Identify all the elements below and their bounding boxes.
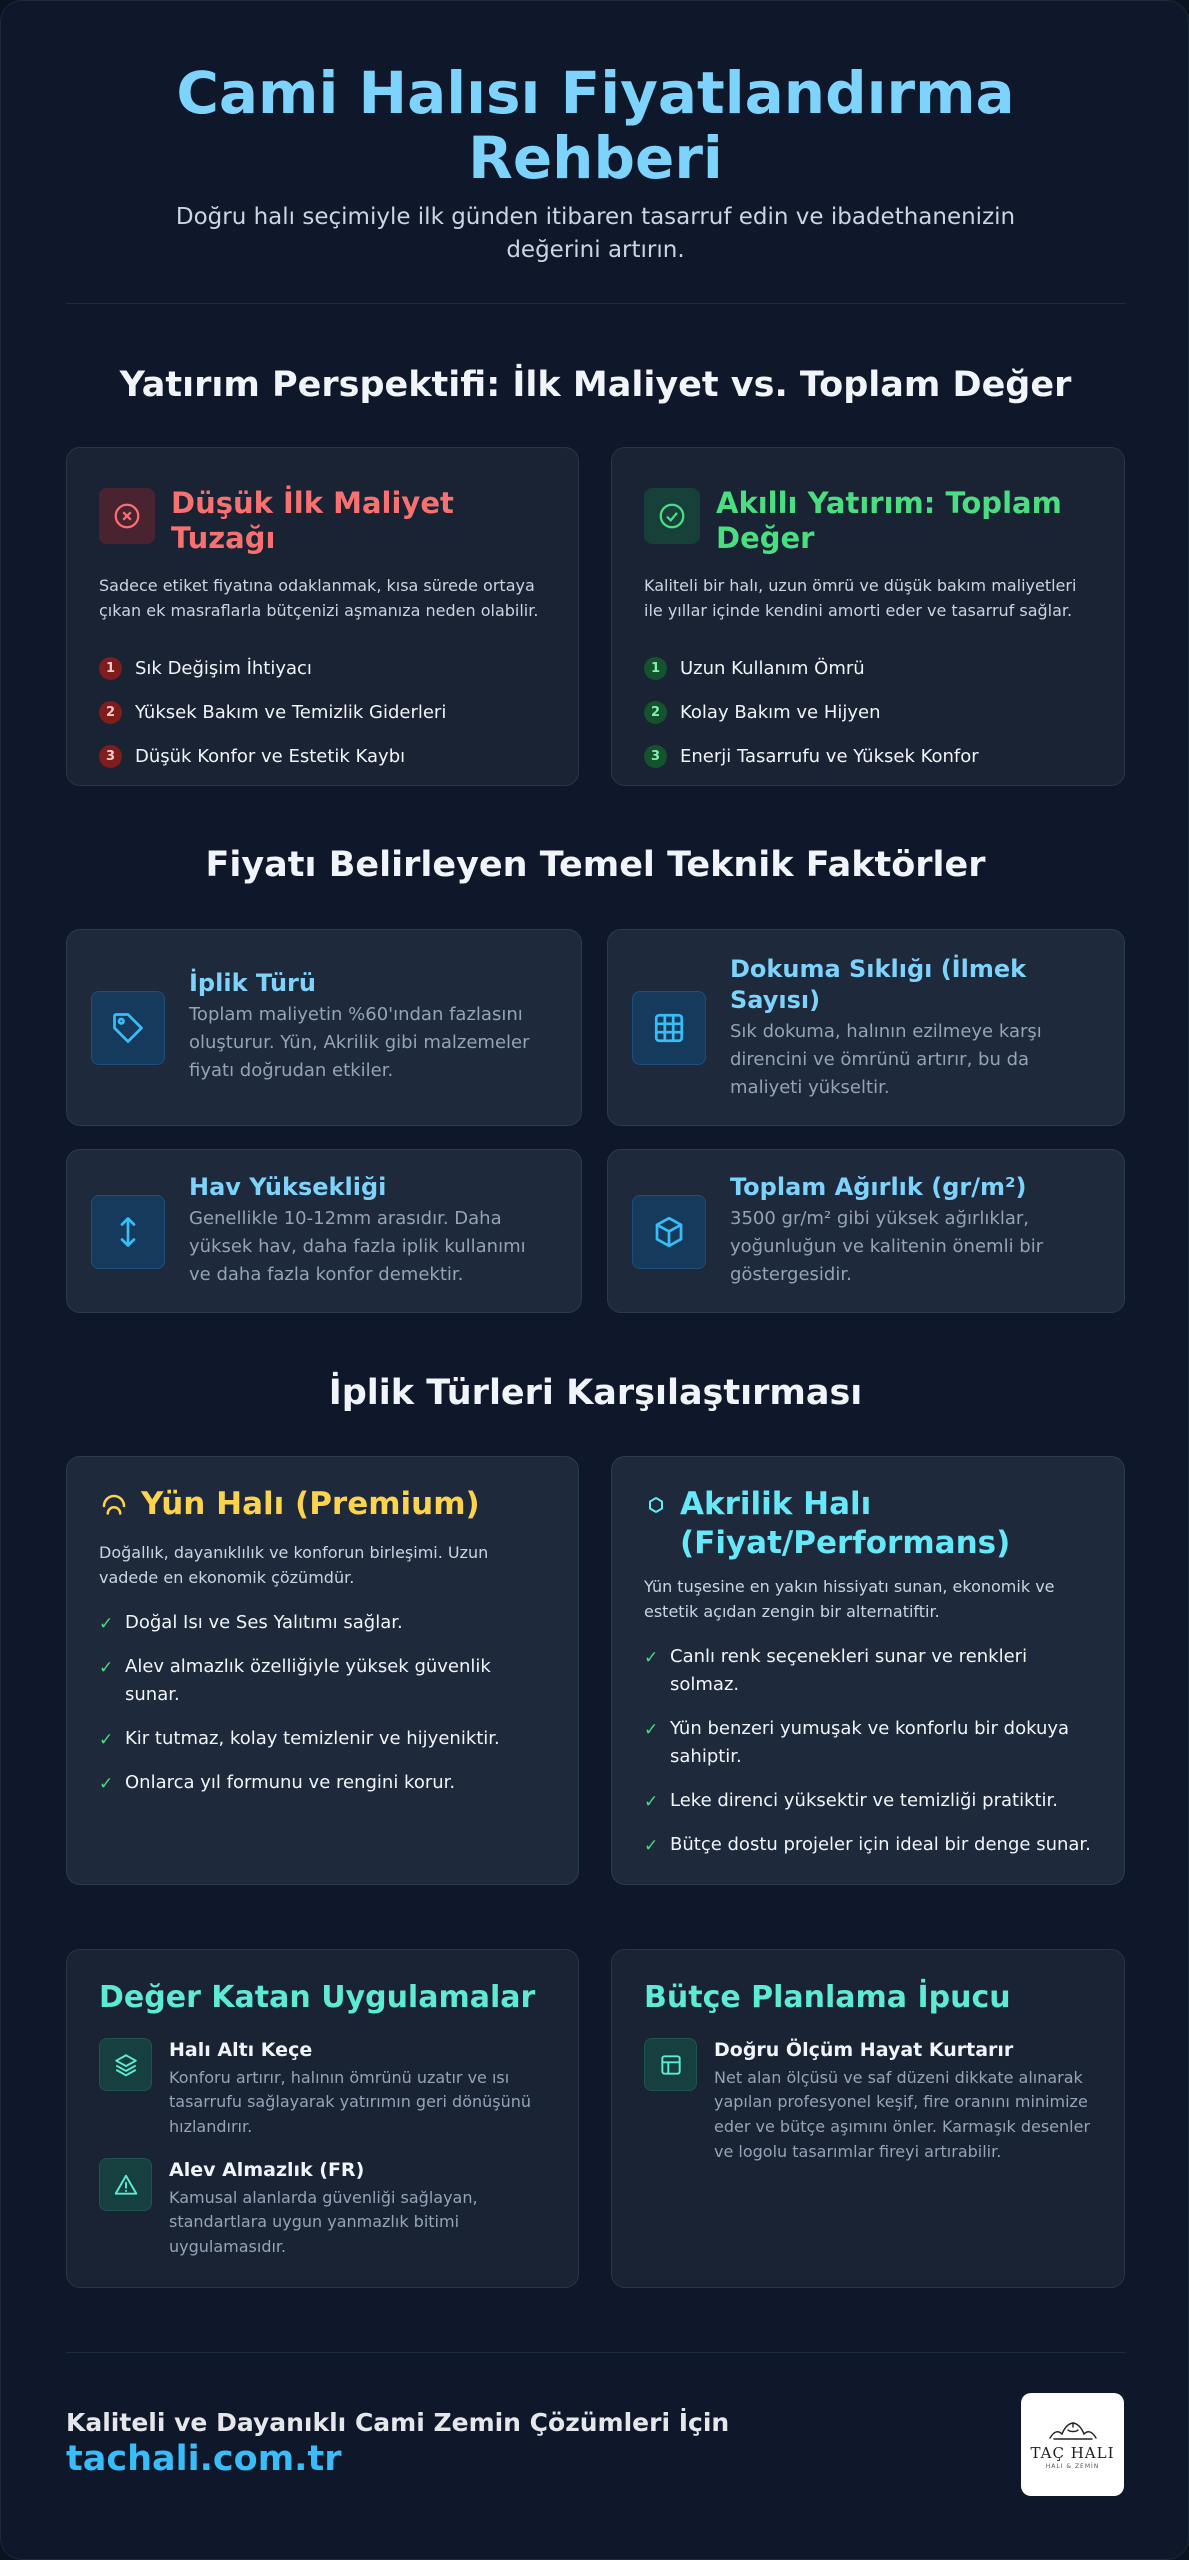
number-badge: 2	[99, 701, 122, 724]
value-add-item	[99, 2158, 550, 2260]
factor-title: Hav Yüksekliği	[189, 1173, 387, 1201]
grid-icon	[632, 991, 706, 1065]
list-item-text: Canlı renk seçenekleri sunar ve renkleri solmaz.	[670, 1646, 1028, 1695]
section-title-yarn: İplik Türleri Karşılaştırması	[328, 1373, 863, 1413]
list-item	[99, 734, 546, 778]
page-subtitle: Doğru halı seçimiyle ilk günden itibaren tasarruf edin ve ibadethanenizin değerini artırın.	[175, 204, 1016, 264]
low-cost-card	[66, 447, 579, 786]
list-item-text: Kolay Bakım ve Hijyen	[680, 701, 881, 723]
x-circle-icon	[99, 488, 155, 544]
vertical-arrows-icon	[91, 1195, 165, 1269]
factor-card-pile-height	[66, 1149, 582, 1313]
hexagon-icon	[644, 1493, 668, 1521]
list-item	[99, 1653, 546, 1709]
list-item	[99, 1769, 546, 1797]
layout-icon	[644, 2038, 697, 2091]
acrylic-feature-list	[644, 1643, 1092, 1875]
list-item	[644, 734, 1092, 778]
list-item	[644, 1715, 1092, 1771]
factor-title: Dokuma Sıklığı (İlmek Sayısı)	[730, 955, 1027, 1015]
list-item	[644, 1831, 1092, 1859]
check-icon: ✓	[644, 1719, 659, 1740]
wool-title: Yün Halı (Premium)	[141, 1486, 480, 1522]
list-item	[99, 1725, 546, 1753]
check-icon: ✓	[99, 1730, 114, 1751]
wool-icon	[99, 1491, 129, 1525]
crown-icon	[1044, 2420, 1102, 2442]
list-item-text: Bütçe dostu projeler için ideal bir denge sunar.	[670, 1833, 1091, 1855]
list-item	[644, 1787, 1092, 1815]
check-icon: ✓	[99, 1658, 114, 1679]
number-badge: 3	[644, 745, 667, 768]
wool-card	[66, 1456, 579, 1885]
brand-logo	[1021, 2393, 1124, 2496]
acrylic-card	[611, 1456, 1125, 1885]
factor-description: 3500 gr/m² gibi yüksek ağırlıklar, yoğunluğun ve kalitenin önemli bir göstergesidir.	[730, 1208, 1044, 1285]
factor-card-weave-density	[607, 929, 1125, 1126]
value-add-item-name: Halı Altı Keçe	[169, 2039, 313, 2061]
footer-label: Kaliteli ve Dayanıklı Cami Zemin Çözümleri İçin	[66, 2408, 730, 2437]
budget-item-description: Net alan ölçüsü ve saf düzeni dikkate alınarak yapılan profesyonel keşif, fire oranını minimize eder ve bütçe aşımını önler. Karmaşık desenler ve logolu tasarımlar fireyi artırabilir.	[714, 2067, 1091, 2162]
section-title-factors: Fiyatı Belirleyen Temel Teknik Faktörler	[205, 845, 986, 885]
section-title-investment: Yatırım Perspektifi: İlk Maliyet vs. Toplam Değer	[119, 365, 1072, 405]
footer-divider	[66, 2352, 1125, 2353]
check-icon: ✓	[99, 1614, 114, 1634]
number-badge: 1	[644, 657, 667, 680]
smart-investment-title: Akıllı Yatırım: Toplam Değer	[716, 486, 1062, 556]
list-item-text: Yüksek Bakım ve Temizlik Giderleri	[135, 701, 447, 723]
list-item-text: Uzun Kullanım Ömrü	[680, 657, 865, 679]
warning-icon	[99, 2158, 152, 2211]
low-cost-title: Düşük İlk Maliyet Tuzağı	[171, 486, 454, 556]
low-cost-description: Sadece etiket fiyatına odaklanmak, kısa sürede ortaya çıkan ek masraflarla bütçenizi aşmanıza neden olabilir.	[99, 576, 539, 620]
value-add-item-name: Alev Almazlık (FR)	[169, 2159, 365, 2181]
check-icon: ✓	[644, 1791, 659, 1812]
budget-item-name: Doğru Ölçüm Hayat Kurtarır	[714, 2039, 1014, 2061]
list-item-text: Kir tutmaz, kolay temizlenir ve hijyeniktir.	[125, 1728, 500, 1750]
list-item-text: Enerji Tasarrufu ve Yüksek Konfor	[680, 745, 979, 767]
factor-description: Genellikle 10-12mm arasıdır. Daha yüksek hav, daha fazla iplik kullanımı ve daha fazla konfor demektir.	[189, 1208, 526, 1285]
divider	[66, 303, 1125, 304]
smart-investment-list	[644, 646, 1092, 778]
acrylic-description: Yün tuşesine en yakın hissiyatı sunan, ekonomik ve estetik açıdan zengin bir alternatiftir.	[644, 1577, 1055, 1621]
value-add-item-description: Konforu artırır, halının ömrünü uzatır ve ısı tasarrufu sağlayarak yatırımın geri dönüşünü hızlandırır.	[169, 2067, 532, 2137]
list-item	[644, 1643, 1092, 1699]
check-icon: ✓	[99, 1774, 114, 1795]
smart-investment-description: Kaliteli bir halı, uzun ömrü ve düşük bakım maliyetleri ile yıllar içinde kendini amorti eder ve tasarruf sağlar.	[644, 576, 1077, 620]
list-item-text: Onlarca yıl formunu ve rengini korur.	[125, 1772, 456, 1794]
value-add-card	[66, 1949, 579, 2288]
wool-feature-list	[99, 1609, 546, 1814]
factor-title: Toplam Ağırlık (gr/m²)	[730, 1173, 1027, 1201]
factor-title: İplik Türü	[189, 969, 316, 997]
list-item-text: Düşük Konfor ve Estetik Kaybı	[135, 745, 406, 767]
low-cost-list	[99, 646, 546, 778]
list-item	[99, 1609, 546, 1637]
number-badge: 2	[644, 701, 667, 724]
page-title: Cami Halısı Fiyatlandırma Rehberi	[176, 59, 1015, 192]
list-item-text: Leke direnci yüksektir ve temizliği pratiktir.	[670, 1789, 1059, 1811]
factor-card-total-weight	[607, 1149, 1125, 1313]
list-item	[644, 646, 1092, 690]
layers-icon	[99, 2038, 152, 2091]
logo-text: TAÇ HALI	[1030, 2443, 1115, 2462]
acrylic-title: Akrilik Halı (Fiyat/Performans)	[680, 1486, 1011, 1561]
budget-card	[611, 1949, 1125, 2288]
list-item-text: Yün benzeri yumuşak ve konforlu bir dokuya sahiptir.	[670, 1717, 1070, 1767]
footer-website-link[interactable]: tachali.com.tr	[66, 2439, 342, 2479]
value-add-item	[99, 2038, 550, 2140]
budget-item	[644, 2038, 1096, 2165]
check-circle-icon	[644, 488, 700, 544]
cube-icon	[632, 1195, 706, 1269]
list-item	[99, 690, 546, 734]
budget-title: Bütçe Planlama İpucu	[644, 1980, 1011, 2015]
number-badge: 1	[99, 657, 122, 680]
list-item	[644, 690, 1092, 734]
number-badge: 3	[99, 745, 122, 768]
factor-description: Sık dokuma, halının ezilmeye karşı direncini ve ömrünü artırır, bu da maliyeti yükseltir.	[730, 1021, 1042, 1099]
value-add-title: Değer Katan Uygulamalar	[99, 1980, 536, 2015]
list-item	[99, 646, 546, 690]
smart-investment-card	[611, 447, 1125, 786]
logo-subtext: HALI & ZEMİN	[1045, 2462, 1100, 2470]
wool-description: Doğallık, dayanıklılık ve konforun birleşimi. Uzun vadede en ekonomik çözümdür.	[99, 1543, 489, 1587]
list-item-text: Alev almazlık özelliğiyle yüksek güvenlik sunar.	[125, 1656, 491, 1706]
check-icon: ✓	[644, 1835, 659, 1856]
check-icon: ✓	[644, 1648, 659, 1668]
factor-description: Toplam maliyetin %60'ından fazlasını oluşturur. Yün, Akrilik gibi malzemeler fiyatı doğrudan etkiler.	[189, 1004, 530, 1081]
tag-icon	[91, 991, 165, 1065]
factor-card-yarn-type	[66, 929, 582, 1126]
value-add-item-description: Kamusal alanlarda güvenliği sağlayan, standartlara uygun yanmazlık bitimi uygulamasıdır.	[169, 2187, 478, 2257]
list-item-text: Doğal Isı ve Ses Yalıtımı sağlar.	[125, 1612, 403, 1633]
list-item-text: Sık Değişim İhtiyacı	[135, 657, 312, 679]
